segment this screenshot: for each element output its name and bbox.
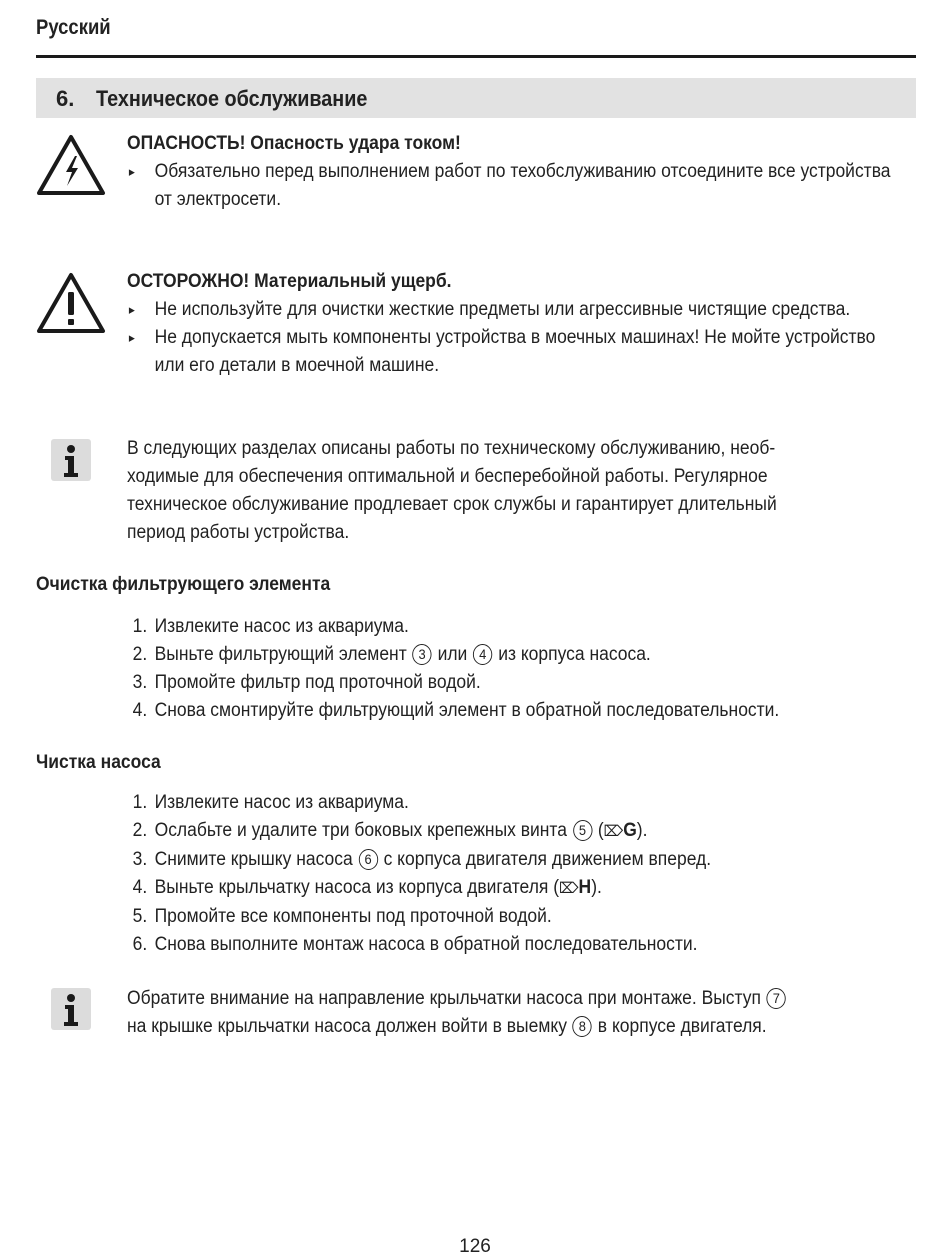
step-text: ). — [591, 877, 602, 898]
step-text: Извлеките насос из аквариума. — [154, 616, 409, 637]
danger-item-text: Обязательно перед выполнением работ по техобслуживанию отсоедините все устройства от электросети. — [154, 161, 891, 210]
info-line: В следующих разделах описаны работы по техническому обслуживанию, необ- — [127, 438, 776, 459]
caution-item-text: Не допускается мыть компоненты устройства в моечных машинах! Не мойте устройство или его детали в моечной машине. — [154, 327, 876, 376]
step-text: Выньте фильтрующий элемент — [154, 644, 407, 665]
electric-shock-warning-icon — [36, 134, 106, 196]
header-rule — [36, 55, 916, 58]
figure-letter: G — [623, 820, 637, 841]
info-text: в корпусе двигателя. — [597, 1016, 767, 1037]
info-line: ходимые для обеспечения оптимальной и бесперебойной работы. Регулярное — [127, 466, 768, 487]
info-notice-assembly — [127, 985, 917, 1041]
step-number: 1. — [132, 792, 148, 813]
caution-notice — [127, 268, 917, 380]
bullet-triangle-icon: ▸ — [128, 330, 135, 345]
bullet-triangle-icon: ▸ — [128, 302, 135, 317]
danger-item — [127, 158, 918, 214]
info-icon — [51, 439, 91, 481]
figure-pointer-icon: ⌦ — [603, 823, 624, 840]
list-item — [127, 789, 711, 817]
list-item — [127, 874, 711, 903]
info-text: Обратите внимание на направление крыльчатки насоса при монтаже. Выступ — [127, 988, 761, 1009]
step-text: Снова смонтируйте фильтрующий элемент в обратной последовательности. — [154, 700, 780, 721]
caution-heading: ОСТОРОЖНО! Материальный ущерб. — [127, 271, 452, 292]
part-ref-circle: 3 — [412, 644, 431, 665]
caution-item — [127, 324, 918, 380]
list-item — [127, 931, 711, 959]
step-text: из корпуса насоса. — [498, 644, 651, 665]
step-text: Снимите крышку насоса — [154, 849, 353, 870]
step-text: Промойте все компоненты под проточной водой. — [154, 906, 552, 927]
page-header-language: Русский — [36, 16, 111, 39]
step-text: Выньте крыльчатку насоса из корпуса двигателя ( — [154, 877, 560, 898]
step-number: 5. — [132, 906, 148, 927]
caution-item-text: Не используйте для очистки жесткие предметы или агрессивные чистящие средства. — [154, 299, 851, 320]
info-text: на крышке крыльчатки насоса должен войти в выемку — [127, 1016, 567, 1037]
part-ref-circle: 6 — [358, 849, 377, 870]
list-item — [127, 613, 779, 641]
list-item — [127, 669, 779, 697]
exclamation-warning-icon — [36, 272, 106, 334]
step-text: Ослабьте и удалите три боковых крепежных винта — [154, 820, 567, 841]
part-ref-circle: 4 — [473, 644, 492, 665]
step-number: 3. — [132, 849, 148, 870]
figure-letter: H — [578, 877, 592, 898]
list-item — [127, 846, 711, 874]
list-item — [127, 641, 779, 669]
info-line — [127, 985, 918, 1013]
list-item — [127, 817, 711, 846]
step-number: 3. — [132, 672, 148, 693]
list-item — [127, 697, 779, 725]
pump-cleaning-steps — [127, 789, 711, 959]
section-title: Техническое обслуживание — [96, 86, 368, 111]
info-notice-maintenance — [127, 435, 917, 547]
info-icon — [51, 988, 91, 1030]
step-text: Промойте фильтр под проточной водой. — [154, 672, 481, 693]
step-number: 4. — [132, 877, 148, 898]
step-text: ). — [636, 820, 648, 841]
step-text: Снова выполните монтаж насоса в обратной последовательности. — [154, 934, 698, 955]
step-number: 6. — [132, 934, 148, 955]
part-ref-circle: 8 — [573, 1016, 592, 1037]
danger-notice — [127, 130, 917, 214]
filter-cleaning-steps — [127, 613, 779, 725]
step-number: 2. — [132, 820, 148, 841]
figure-ref: (⌦G). — [597, 820, 648, 841]
step-text: с корпуса двигателя движением вперед. — [383, 849, 712, 870]
figure-pointer-icon: ⌦ — [559, 880, 579, 897]
info-line: техническое обслуживание продлевает срок службы и гарантирует длительный — [127, 494, 777, 515]
part-ref-circle: 5 — [573, 820, 592, 841]
pump-cleaning-heading: Чистка насоса — [36, 752, 161, 773]
step-number: 1. — [132, 616, 148, 637]
step-text: Извлеките насос из аквариума. — [154, 792, 409, 813]
danger-heading: ОПАСНОСТЬ! Опасность удара током! — [127, 133, 461, 154]
caution-item — [127, 296, 918, 324]
step-text: или — [437, 644, 468, 665]
bullet-triangle-icon: ▸ — [128, 164, 135, 179]
filter-cleaning-heading: Очистка фильтрующего элемента — [36, 574, 331, 595]
section-title-bar — [36, 78, 916, 118]
page-number: 126 — [459, 1236, 491, 1257]
info-line — [127, 1013, 918, 1041]
list-item — [127, 903, 711, 931]
step-number: 4. — [132, 700, 148, 721]
part-ref-circle: 7 — [767, 988, 786, 1009]
info-line: период работы устройства. — [127, 522, 350, 543]
step-number: 2. — [132, 644, 148, 665]
section-number: 6. — [56, 86, 75, 111]
